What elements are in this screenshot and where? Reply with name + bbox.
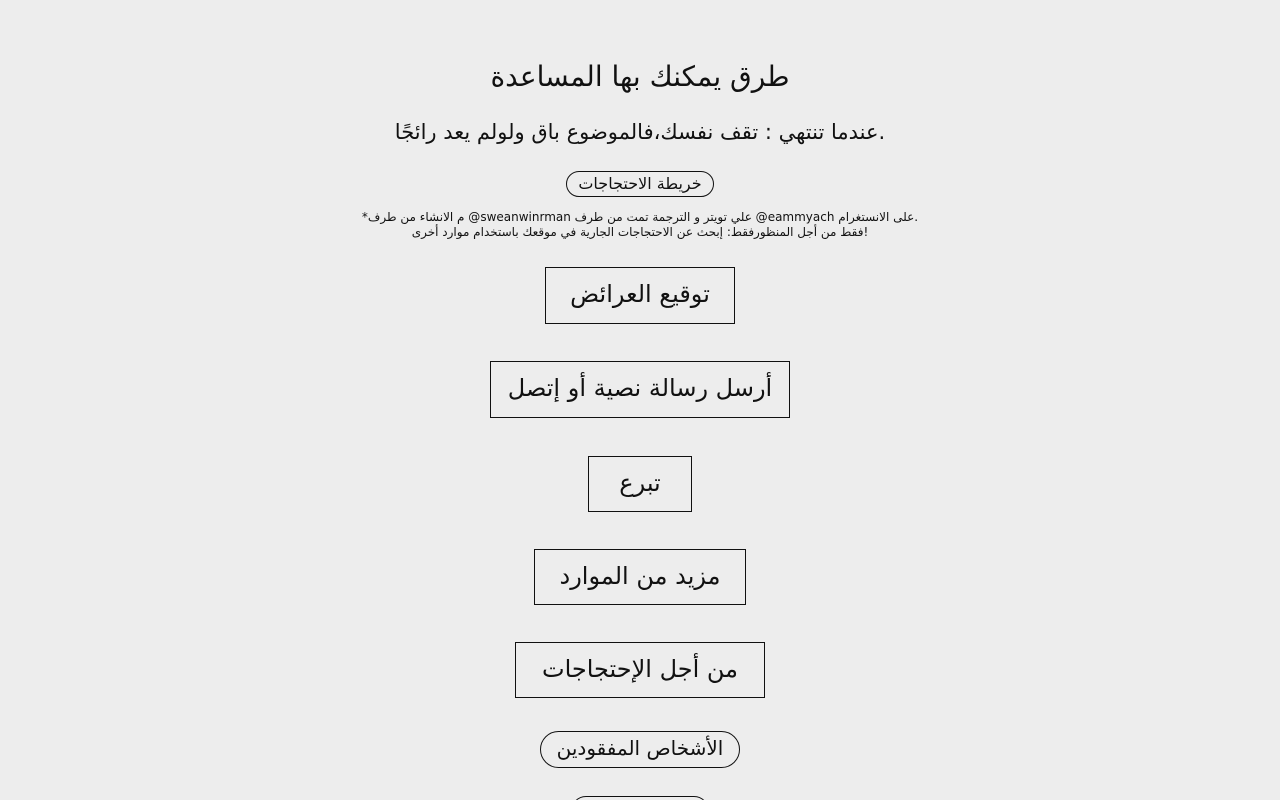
- sign-petitions-button[interactable]: توقيع العرائض: [545, 267, 735, 324]
- page-title: طرق يمكنك بها المساعدة: [490, 60, 790, 93]
- more-resources-button[interactable]: مزيد من الموارد: [534, 549, 746, 605]
- donate-button[interactable]: تبرع: [588, 456, 692, 512]
- protest-map-link[interactable]: خريطة الاحتجاجات: [566, 171, 714, 197]
- page-subtitle: .عندما تنتهي : تقف نفسك،فالموضوع باق ولولم يعد رائجًا: [394, 120, 886, 144]
- for-protests-button[interactable]: من أجل الإحتجاجات: [515, 642, 765, 698]
- text-or-call-button[interactable]: أرسل رسالة نصية أو إتصل: [490, 361, 790, 418]
- disclaimer-line: !فقط من أجل المنظورفقط: إبحث عن الاحتجاجات الجارية في موقعك باستخدام موارد أخرى: [411, 225, 869, 239]
- credits-note: [0, 210, 1280, 240]
- credits-line: .على الانستغرام eammyach@ علي تويتر و الترجمة تمت من طرف sweanwinrman@ م الانشاء من طرف*: [361, 210, 919, 224]
- missing-persons-link[interactable]: الأشخاص المفقودين: [540, 731, 740, 768]
- partially-visible-link[interactable]: [571, 796, 709, 800]
